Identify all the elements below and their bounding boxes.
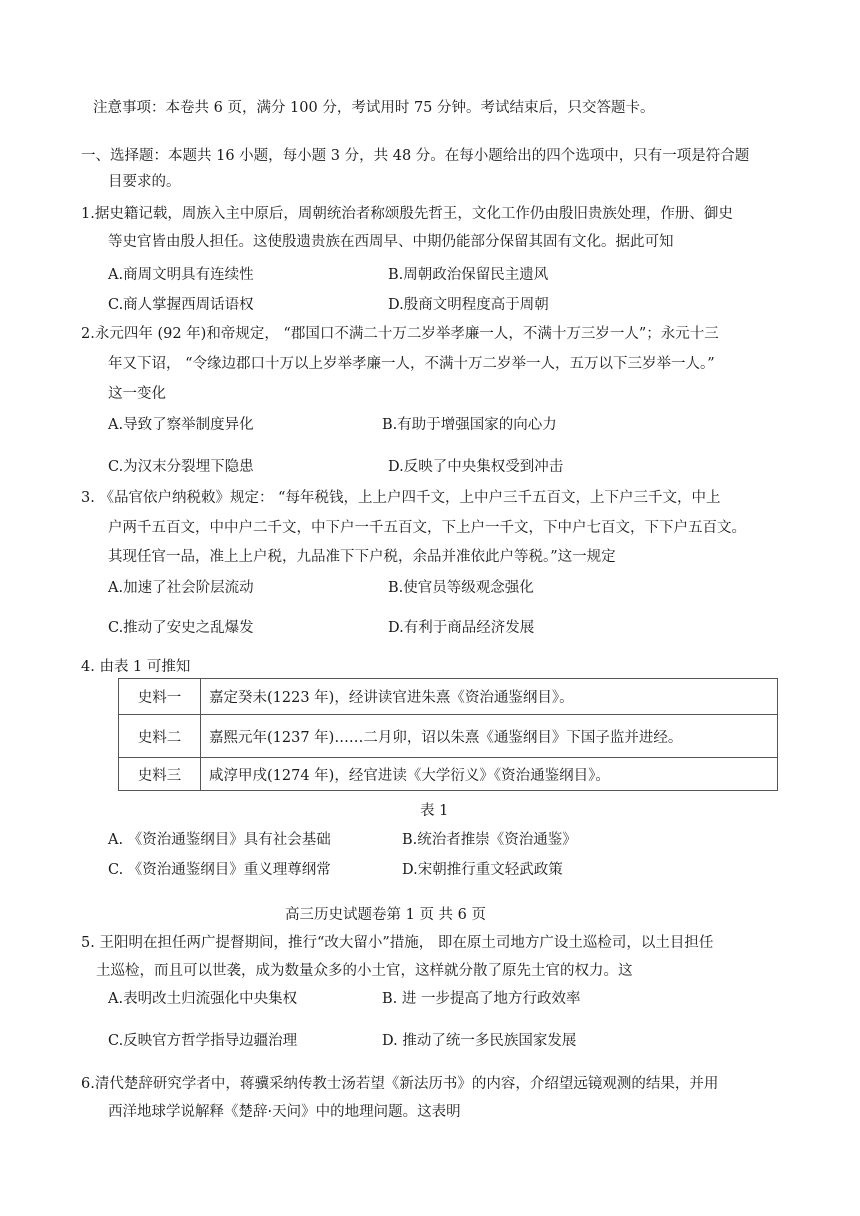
q6-stem-cont: 西洋地球学说解释《楚辞·天问》中的地理问题。这表明: [108, 1104, 461, 1120]
q4-option-a: A. 《资治通鉴纲目》具有社会基础: [108, 832, 331, 848]
table-row: [119, 758, 778, 791]
q4-stem: 4. 由表 1 可推知: [81, 659, 191, 675]
q2-stem-end: 这一变化: [108, 386, 166, 402]
q5-option-a: A.表明改土归流强化中央集权: [108, 991, 298, 1007]
q3-option-c: C.推动了安史之乱爆发: [108, 620, 254, 636]
table-source-label: 史料二: [119, 715, 201, 758]
q3-stem: 3. 《品官依户纳税敕》规定： “每年税钱，上上户四千文，上中户三千五百文，上下户三千文，中上: [81, 490, 721, 506]
table-source-label: 史料一: [119, 679, 201, 715]
page-footer: 高三历史试题卷第 1 页 共 6 页: [285, 907, 486, 923]
q2-option-c: C.为汉末分裂埋下隐患: [108, 459, 254, 475]
q5-option-b: B. 进 一步提高了地方行政效率: [382, 991, 581, 1007]
q5-stem-cont: 土巡检，而且可以世袭，成为数量众多的小土官，这样就分散了原先土官的权力。这: [96, 963, 633, 979]
q2-option-b: B.有助于增强国家的向心力: [382, 417, 557, 433]
source-table: [118, 678, 778, 791]
table-source-text: 咸淳甲戌(1274 年)，经官进读《大学衍义》《资治通鉴纲目》。: [201, 758, 778, 791]
q1-option-a: A.商周文明具有连续性: [108, 267, 254, 283]
section-instruction-cont: 目要求的。: [108, 174, 181, 190]
q1-option-b: B.周朝政治保留民主遗风: [388, 267, 549, 283]
q3-option-d: D.有利于商品经济发展: [388, 620, 535, 636]
table-source-text: 嘉定癸未(1223 年)，经讲读官进朱熹《资治通鉴纲目》。: [201, 679, 778, 715]
q3-option-b: B.使官员等级观念强化: [388, 580, 534, 596]
q4-option-c: C. 《资治通鉴纲目》重义理尊纲常: [108, 862, 331, 878]
section-instruction: 一、选择题：本题共 16 小题，每小题 3 分，共 48 分。在每小题给出的四个选项中，只有一项是符合题: [81, 148, 750, 164]
q3-option-a: A.加速了社会阶层流动: [108, 580, 254, 596]
q2-option-a: A.导致了察举制度异化: [108, 417, 254, 433]
q2-stem-cont: 年又下诏， “令缘边郡口十万以上岁举孝廉一人，不满十万二岁举一人，五万以下三岁举一人。”: [108, 356, 715, 372]
table-caption: 表 1: [420, 803, 449, 819]
q4-option-d: D.宋朝推行重文轻武政策: [402, 862, 563, 878]
exam-notice: 注意事项：本卷共 6 页，满分 100 分，考试用时 75 分钟。考试结束后，只交答题卡。: [93, 100, 655, 116]
table-row: [119, 715, 778, 758]
q6-stem: 6.清代楚辞研究学者中，蒋骥采纳传教士汤若望《新法历书》的内容，介绍望远镜观测的结果，并用: [81, 1076, 719, 1092]
q1-option-d: D.殷商文明程度高于周朝: [388, 297, 549, 313]
table-row: [119, 679, 778, 715]
q4-option-b: B.统治者推崇《资治通鉴》: [402, 832, 577, 848]
table-source-text: 嘉熙元年(1237 年)……二月卯，诏以朱熹《通鉴纲目》下国子监并进经。: [201, 715, 778, 758]
q2-option-d: D.反映了中央集权受到冲击: [388, 459, 564, 475]
q5-option-d: D. 推动了统一多民族国家发展: [382, 1033, 577, 1049]
q3-stem-cont: 户两千五百文，中中户二千文，中下户一千五百文，下上户一千文，下中户七百文，下下户五百文。: [108, 520, 746, 536]
q1-stem: 1.据史籍记载，周族入主中原后，周朝统治者称颂殷先哲王，文化工作仍由殷旧贵族处理，作册、御史: [81, 206, 733, 222]
q5-stem: 5. 王阳明在担任两广提督期间，推行“改大留小”措施， 即在原土司地方广设土巡检司，以土目担任: [81, 935, 714, 951]
q5-option-c: C.反映官方哲学指导边疆治理: [108, 1033, 298, 1049]
q1-option-c: C.商人掌握西周话语权: [108, 297, 254, 313]
table-source-label: 史料三: [119, 758, 201, 791]
q2-stem: 2.永元四年 (92 年)和帝规定， “郡国口不满二十万二岁举孝廉一人，不满十万三岁一人”；永元十三: [81, 326, 719, 342]
q1-stem-cont: 等史官皆由殷人担任。这使殷遗贵族在西周早、中期仍能部分保留其固有文化。据此可知: [108, 234, 674, 250]
q3-stem-end: 其现任官一品，准上上户税，九品准下下户税，余品并准依此户等税。”这一规定: [108, 549, 616, 565]
